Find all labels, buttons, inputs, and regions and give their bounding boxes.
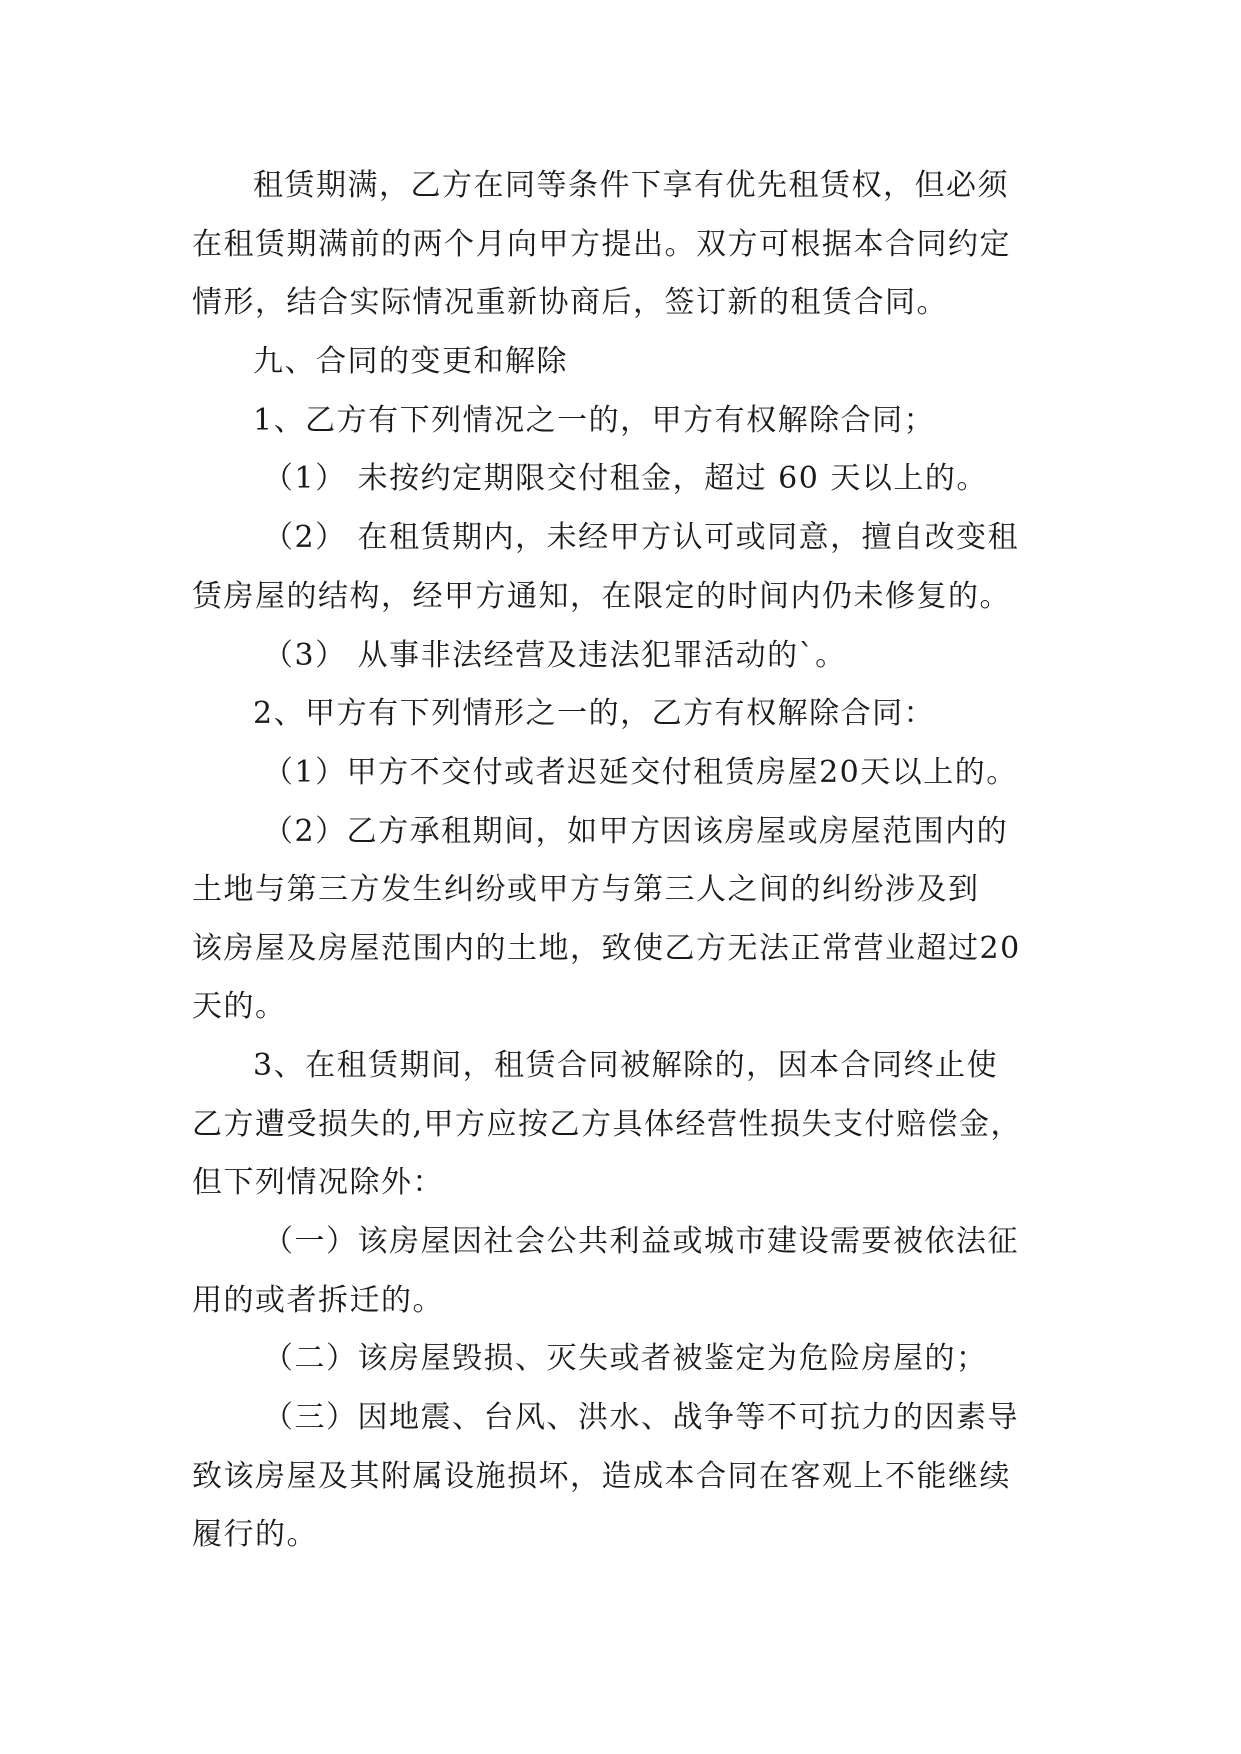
list-item: （一）该房屋因社会公共利益或城市建设需要被依法征 <box>263 1224 1019 1259</box>
paragraph-line: 用的或者拆迁的。 <box>192 1283 444 1318</box>
paragraph-line: 情形，结合实际情况重新协商后，签订新的租赁合同。 <box>192 285 948 320</box>
paragraph-line: 3、在租赁期间，租赁合同被解除的，因本合同终止使 <box>253 1048 999 1083</box>
section-heading: 九、合同的变更和解除 <box>253 344 568 379</box>
paragraph-line: 但下列情况除外： <box>192 1165 444 1200</box>
list-item: （1）甲方不交付或者迟延交付租赁房屋20天以上的。 <box>263 755 1018 790</box>
paragraph-line: 在租赁期满前的两个月向甲方提出。双方可根据本合同约定 <box>192 227 1011 262</box>
list-item: （2）乙方承租期间，如甲方因该房屋或房屋范围内的 <box>263 814 1009 849</box>
list-item: （三）因地震、台风、洪水、战争等不可抗力的因素导 <box>263 1400 1019 1435</box>
list-item: （1） 未按约定期限交付租金，超过 60 天以上的。 <box>263 461 988 496</box>
paragraph-line: 履行的。 <box>192 1517 318 1552</box>
paragraph-line: 天的。 <box>192 989 287 1024</box>
paragraph-line: 赁房屋的结构，经甲方通知，在限定的时间内仍未修复的。 <box>192 579 1011 614</box>
list-item: （2） 在租赁期内，未经甲方认可或同意，擅自改变租 <box>263 520 1020 555</box>
paragraph-line: 乙方遭受损失的,甲方应按乙方具体经营性损失支付赔偿金， <box>192 1107 1023 1142</box>
paragraph-line: 2、甲方有下列情形之一的，乙方有权解除合同： <box>253 696 936 731</box>
paragraph-line: 租赁期满，乙方在同等条件下享有优先租赁权，但必须 <box>253 168 1009 203</box>
list-item: （3） 从事非法经营及违法犯罪活动的`。 <box>263 638 847 673</box>
paragraph-line: 致该房屋及其附属设施损坏，造成本合同在客观上不能继续 <box>192 1459 1011 1494</box>
list-item: （二）该房屋毁损、灭失或者被鉴定为危险房屋的； <box>263 1341 988 1376</box>
paragraph-line: 土地与第三方发生纠纷或甲方与第三人之间的纠纷涉及到 <box>192 872 980 907</box>
paragraph-line: 1、乙方有下列情况之一的，甲方有权解除合同； <box>253 403 936 438</box>
paragraph-line: 该房屋及房屋范围内的土地，致使乙方无法正常营业超过20 <box>192 931 1021 966</box>
